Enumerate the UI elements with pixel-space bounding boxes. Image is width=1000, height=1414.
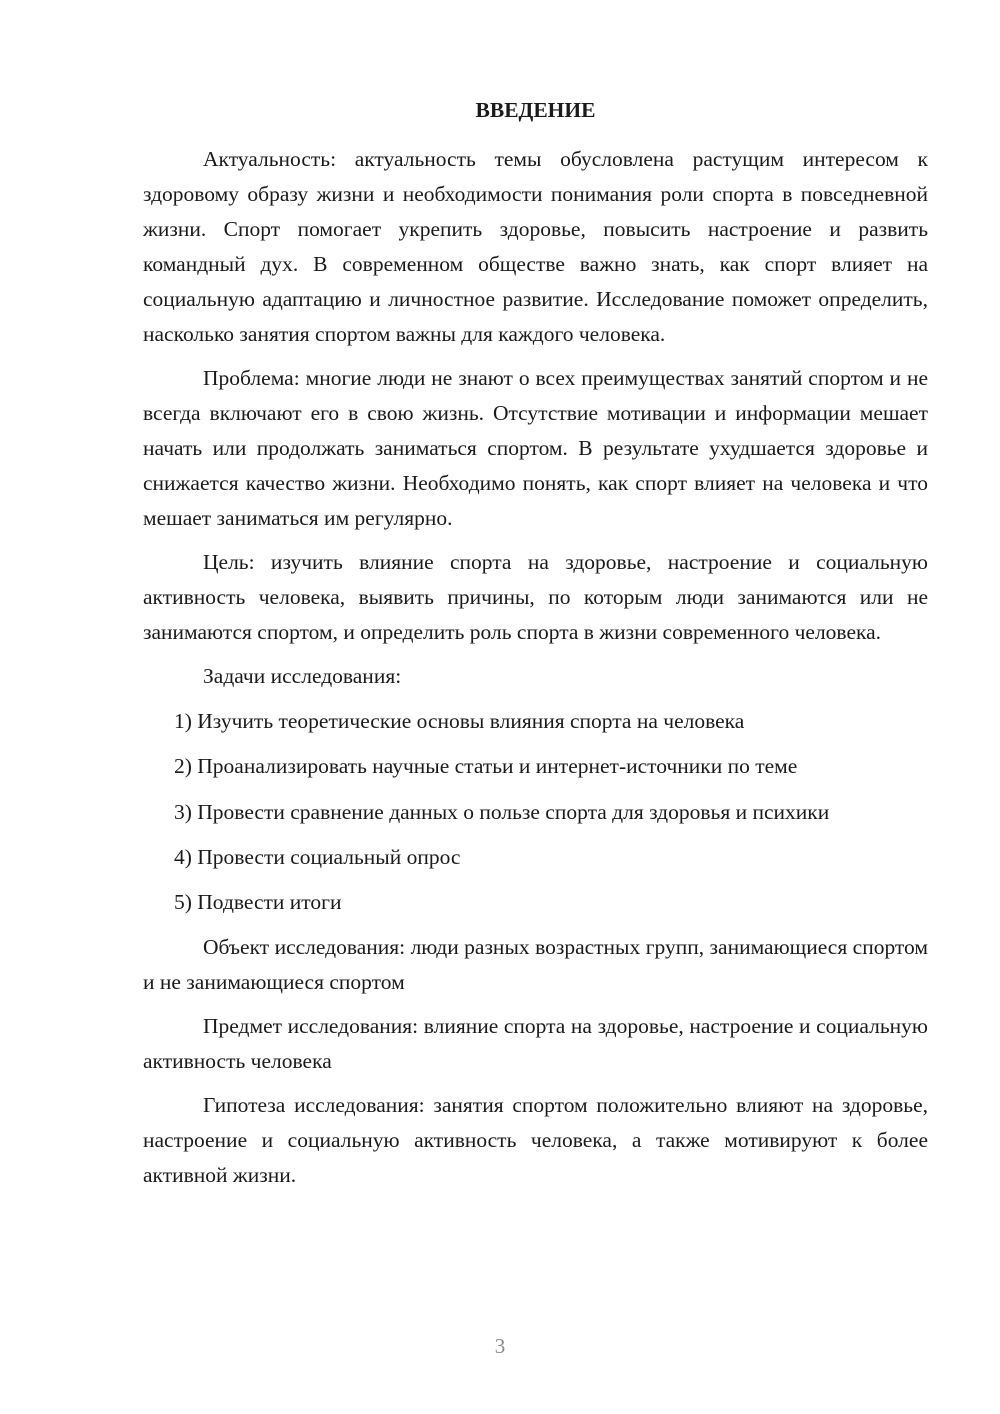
- list-item: 4) Провести социальный опрос: [174, 844, 461, 869]
- paragraph-object: Объект исследования: люди разных возрастных групп, занимающиеся спортом и не занимающиеся спортом: [143, 935, 928, 995]
- list-item: 5) Подвести итоги: [174, 890, 342, 915]
- page-number: 3: [494, 1334, 506, 1358]
- tasks-heading: Задачи исследования:: [203, 664, 402, 688]
- paragraph-problem: Проблема: многие люди не знают о всех преимуществах занятий спортом и не всегда включают его в свою жизнь. Отсутствие мотивации и информации мешает начать или продолжать заниматься спортом. В результате ухудшается здоровье и снижается качество жизни. Необходимо понять, как спорт влияет на человека и что мешает заниматься им регулярно.: [143, 366, 928, 530]
- page-title: ВВЕДЕНИЕ: [475, 98, 596, 122]
- paragraph-hypothesis: Гипотеза исследования: занятия спортом положительно влияют на здоровье, настроение и социальную активность человека, а также мотивируют к более активной жизни.: [143, 1093, 928, 1188]
- paragraph-subject: Предмет исследования: влияние спорта на здоровье, настроение и социальную активность человека: [143, 1014, 928, 1074]
- document-page: [143, 96, 928, 1202]
- paragraph-relevance: Актуальность: актуальность темы обусловлена растущим интересом к здоровому образу жизни и необходимости понимания роли спорта в повседневной жизни. Спорт помогает укрепить здоровье, повысить настроение и развить командный дух. В современном обществе важно знать, как спорт влияет на социальную адаптацию и личностное развитие. Исследование поможет определить, насколько занятия спортом важны для каждого человека.: [143, 147, 928, 346]
- task-list: [143, 704, 928, 920]
- list-item: 1) Изучить теоретические основы влияния спорта на человека: [174, 709, 745, 733]
- paragraph-goal: Цель: изучить влияние спорта на здоровье, настроение и социальную активность человека, выявить причины, по которым люди занимаются или не занимаются спортом, и определить роль спорта в жизни современного человека.: [143, 550, 928, 644]
- list-item: 2) Проанализировать научные статьи и интернет-источники по теме: [174, 754, 798, 779]
- list-item: 3) Провести сравнение данных о пользе спорта для здоровья и психики: [174, 799, 830, 824]
